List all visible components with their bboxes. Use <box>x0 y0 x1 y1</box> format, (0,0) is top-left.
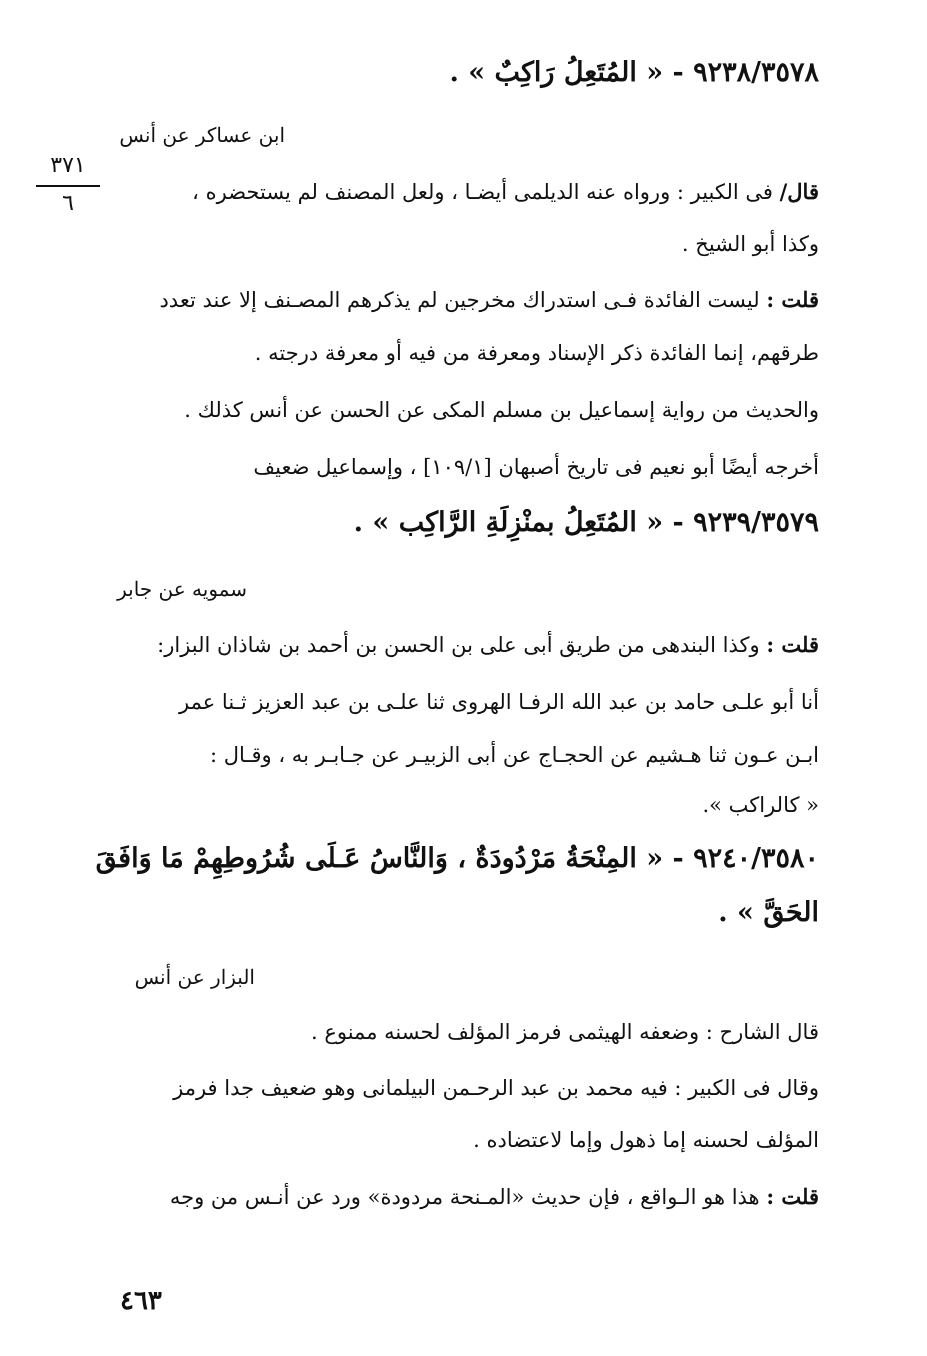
qult-3579-line-1 <box>157 630 819 660</box>
commentary-3578-line-1 <box>192 177 819 207</box>
qult-label: قلت : <box>766 1184 819 1209</box>
commentary-label: قال/ <box>779 179 819 204</box>
hadith-3579-text: ٩٢٣٩/٣٥٧٩ - « المُتَعِلُ بمنْزِلَةِ الرَّاكِب » . <box>353 507 819 538</box>
qult-3579-line-3: ابـن عـون ثنا هـشيم عن الحجـاج عن أبى الزبيـر عن جـابـر به ، وقـال : <box>209 743 819 767</box>
margin-reference <box>36 153 100 217</box>
qult-3578-line-1 <box>159 285 819 315</box>
commentary-text: فى الكبير : ورواه عنه الديلمى أيضـا ، ولعل المصنف لم يستحضره ، <box>192 180 780 204</box>
qult-text: وكذا البندهى من طريق أبى على بن الحسن بن أحمد بن شاذان البزار: <box>157 633 767 657</box>
hadith-3578-note-2: أخرجه أيضًا أبو نعيم فى تاريخ أصبهان [١٠٩/١] ، وإسماعيل ضعيف <box>253 455 819 479</box>
margin-reference-top: ٣٧١ <box>50 153 86 178</box>
qult-3580-line-1 <box>170 1182 819 1212</box>
qult-text: ليست الفائدة فـى استدراك مخرجين لم يذكرهم المصـنف إلا عند تعدد <box>159 288 767 312</box>
commentary-3580-line-2: وقال فى الكبير : فيه محمد بن عبد الرحـمن البيلمانى وهو ضعيف جدا فرمز <box>173 1076 819 1100</box>
qult-3579-line-4: « كالراكب ». <box>702 793 819 817</box>
hadith-3579-source: سمويه عن جابر <box>117 577 247 601</box>
hadith-3580-source: البزار عن أنس <box>134 965 255 989</box>
qult-text: هذا هو الـواقع ، فإن حديث «المـنحة مردودة» ورد عن أنـس من وجه <box>169 1185 767 1209</box>
margin-reference-bottom: ٦ <box>62 191 74 216</box>
page-number: ٤٦٣ <box>120 1286 162 1316</box>
qult-label: قلت : <box>766 632 819 657</box>
hadith-3578-note-1: والحديث من رواية إسماعيل بن مسلم المكى عن الحسن عن أنس كذلك . <box>184 398 819 422</box>
commentary-3580-line-1: قال الشارح : وضعفه الهيثمى فرمز المؤلف لحسنه ممنوع . <box>310 1020 819 1044</box>
hadith-3580-line-2: الحَقَّ » . <box>718 897 819 928</box>
commentary-3580-line-3: المؤلف لحسنه إما ذهول وإما لاعتضاده . <box>473 1128 819 1152</box>
qult-label: قلت : <box>766 287 819 312</box>
hadith-3578-text: ٩٢٣٨/٣٥٧٨ - « المُتَعِلُ رَاكِبٌ » . <box>449 57 819 88</box>
commentary-3578-line-2: وكذا أبو الشيخ . <box>681 232 819 256</box>
hadith-3580-line-1: ٩٢٤٠/٣٥٨٠ - « المِنْحَةُ مَرْدُودَةٌ ، وَالنَّاسُ عَـلَى شُرُوطِهِمْ مَا وَافَقَ <box>95 843 819 874</box>
margin-reference-divider <box>36 185 100 187</box>
hadith-3578-source: ابن عساكر عن أنس <box>119 123 285 147</box>
qult-3579-line-2: أنا أبو علـى حامد بن عبد الله الرفـا الهروى ثنا علـى بن عبد العزيز ثـنا عمر <box>179 690 819 714</box>
qult-3578-line-2: طرقهم، إنما الفائدة ذكر الإسناد ومعرفة من فيه أو معرفة درجته . <box>254 341 819 365</box>
